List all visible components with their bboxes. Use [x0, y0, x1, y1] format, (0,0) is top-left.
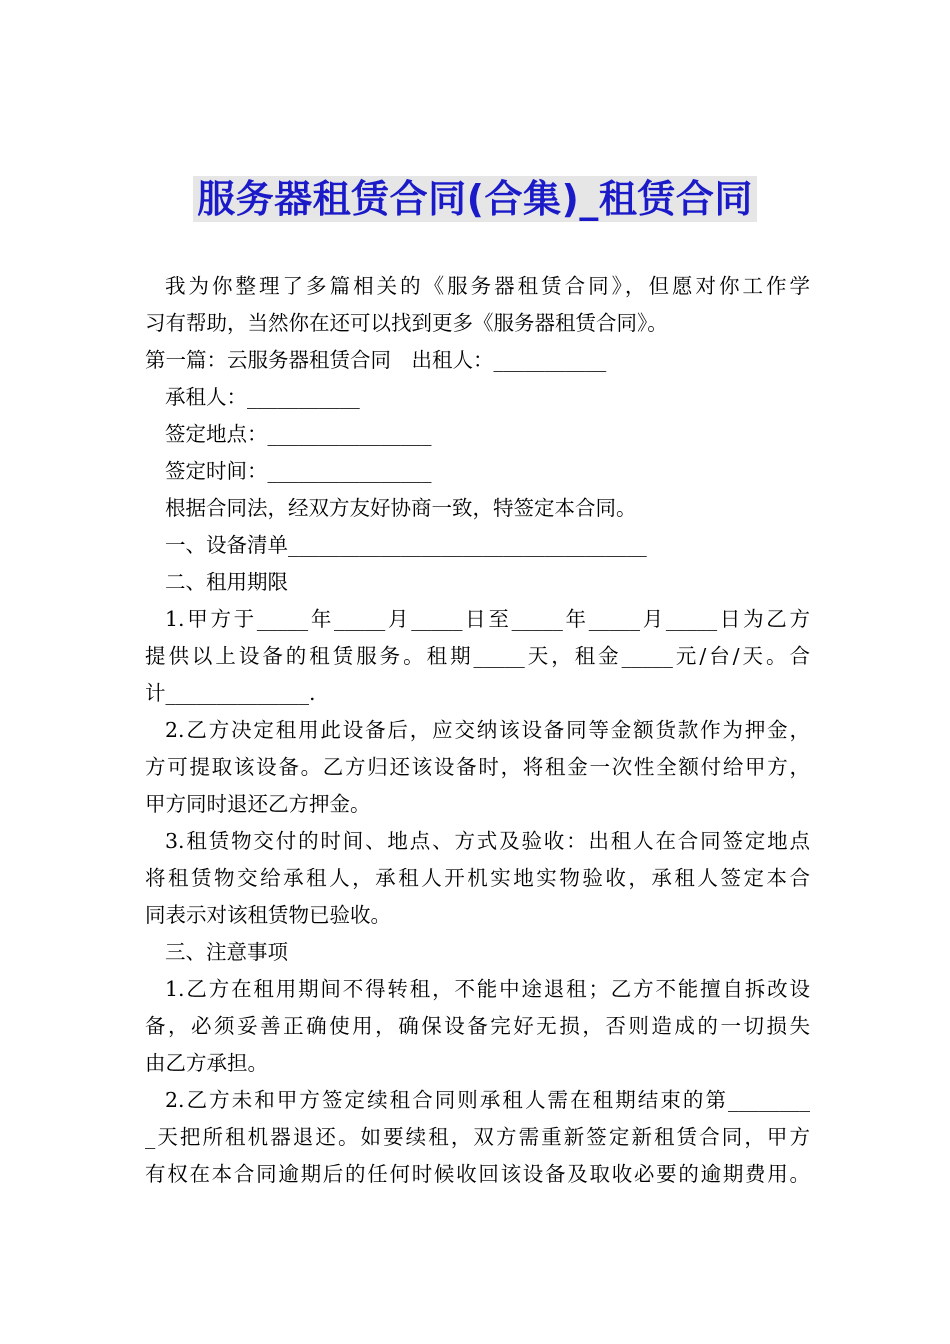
article-heading-line: 第一篇：云服务器租赁合同 出租人：___________: [145, 348, 607, 372]
preamble-line: 根据合同法，经双方友好协商一致，特签定本合同。: [165, 496, 637, 520]
section-notes: 三、注意事项: [165, 940, 288, 964]
clause-2-3-line-3: 同表示对该租赁物已验收。: [145, 903, 391, 927]
sign-place-line: 签定地点：________________: [165, 422, 432, 446]
clause-3-2-line-3: 有权在本合同逾期后的任何时候收回该设备及取收必要的逾期费用。: [145, 1162, 810, 1186]
clause-3-2-line-1: 2.乙方未和甲方签定续租合同则承租人需在租期结束的第________: [165, 1088, 810, 1112]
clause-3-1-line-1: 1.乙方在租用期间不得转租，不能中途退租；乙方不能擅自拆改设: [165, 977, 810, 1001]
clause-3-1-line-2: 备，必须妥善正确使用，确保设备完好无损，否则造成的一切损失: [145, 1014, 810, 1038]
clause-3-2-line-2: _天把所租机器退还。如要续租，双方需重新签定新租赁合同，甲方: [145, 1125, 810, 1149]
clause-2-2-line-2: 方可提取该设备。乙方归还该设备时，将租金一次性全额付给甲方，: [145, 755, 810, 779]
clause-2-1-line-2: 提供以上设备的租赁服务。租期_____天，租金_____元/台/天。合: [145, 644, 810, 668]
document-title: 服务器租赁合同(合集)_租赁合同: [193, 176, 757, 222]
intro-line-1: 我为你整理了多篇相关的《服务器租赁合同》，但愿对你工作学: [165, 274, 810, 298]
clause-2-1-line-3: 计______________.: [145, 681, 316, 705]
sign-time-line: 签定时间：________________: [165, 459, 432, 483]
clause-2-1-line-1: 1.甲方于_____年_____月_____日至_____年_____月_____日为乙方: [165, 607, 810, 631]
section-equipment-list: 一、设备清单___________________________________: [165, 533, 647, 557]
section-rental-period: 二、租用期限: [165, 570, 288, 594]
clause-2-2-line-3: 甲方同时退还乙方押金。: [145, 792, 371, 816]
clause-2-2-line-1: 2.乙方决定租用此设备后，应交纳该设备同等金额货款作为押金，: [165, 718, 810, 742]
intro-line-2: 习有帮助，当然你在还可以找到更多《服务器租赁合同》。: [145, 311, 668, 335]
title-container: [0, 176, 950, 222]
clause-3-1-line-3: 由乙方承担。: [145, 1051, 268, 1075]
lessee-line: 承租人：___________: [165, 385, 360, 409]
clause-2-3-line-2: 将租赁物交给承租人，承租人开机实地实物验收，承租人签定本合: [145, 866, 810, 890]
document-body: [145, 268, 810, 1193]
clause-2-3-line-1: 3.租赁物交付的时间、地点、方式及验收：出租人在合同签定地点: [165, 829, 810, 853]
